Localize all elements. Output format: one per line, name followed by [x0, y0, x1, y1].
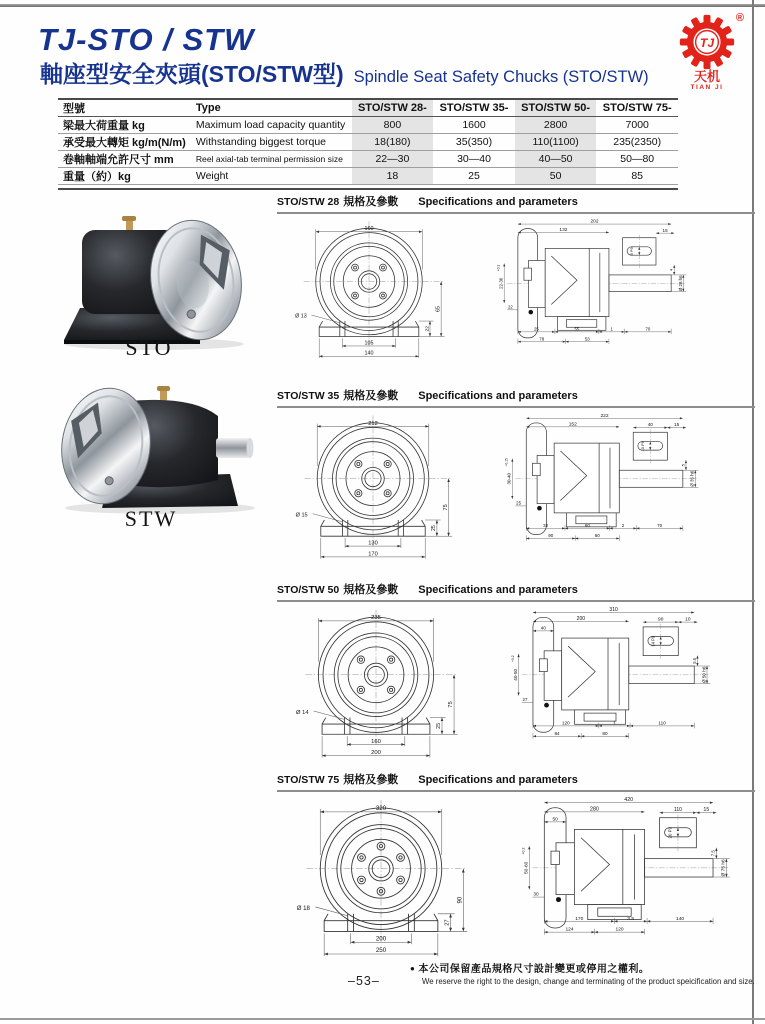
- spec-value: 50: [515, 168, 597, 185]
- svg-text:200: 200: [576, 615, 586, 622]
- svg-text:70: 70: [657, 522, 663, 528]
- type-label-zh: 型號: [58, 99, 191, 117]
- svg-text:110: 110: [673, 807, 682, 814]
- section-heading: [277, 771, 755, 792]
- svg-text:200: 200: [371, 749, 381, 756]
- svg-text:32: 32: [543, 522, 549, 528]
- section-model: STO/STW 35: [277, 390, 340, 402]
- svg-text:310: 310: [609, 607, 618, 614]
- stw-product-photo: [40, 382, 272, 514]
- row-label-zh: 承受最大轉矩 kg/m(N/m): [58, 134, 191, 151]
- svg-text:320: 320: [375, 805, 387, 813]
- svg-text:30: 30: [533, 891, 539, 897]
- model-header: STO/STW 50-: [515, 99, 597, 117]
- svg-text:25: 25: [436, 722, 443, 729]
- svg-text:250: 250: [375, 947, 387, 955]
- section-sto-stw-50: [277, 581, 755, 764]
- side-view-drawing: [519, 796, 735, 938]
- spec-value: 7000: [596, 117, 678, 134]
- row-label-en: Weight: [191, 168, 352, 185]
- spec-value: 1600: [433, 117, 515, 134]
- spec-row-shaft-size: [58, 151, 678, 168]
- svg-text:Ø 13: Ø 13: [295, 313, 307, 320]
- svg-text:10: 10: [685, 617, 691, 623]
- page-title: TJ-STO / STW: [38, 22, 255, 57]
- section-model: STO/STW 28: [277, 196, 340, 208]
- section-model: STO/STW 50: [277, 584, 340, 596]
- section-sto-stw-75: [277, 771, 755, 963]
- front-view-drawing: [283, 796, 479, 963]
- spec-row-load: [58, 117, 678, 134]
- svg-text:50-60: 50-60: [524, 861, 530, 875]
- svg-text:22: 22: [424, 326, 431, 332]
- svg-text:200: 200: [375, 935, 387, 943]
- svg-text:235: 235: [371, 615, 381, 622]
- svg-text:78: 78: [539, 336, 545, 342]
- section-heading-en: Specifications and parameters: [418, 584, 578, 596]
- svg-text:+0.1: +0.1: [496, 264, 501, 272]
- svg-text:Ø 75 h6: Ø 75 h6: [721, 859, 727, 877]
- side-view-drawing: [503, 412, 703, 544]
- svg-text:22: 22: [508, 304, 513, 310]
- drawing-row: [277, 606, 755, 764]
- model-header: STO/STW 75-: [596, 99, 678, 117]
- svg-text:124: 124: [565, 927, 574, 933]
- model-header: STO/STW 28-: [352, 99, 434, 117]
- svg-text:25: 25: [533, 326, 539, 332]
- row-label-en: Withstanding biggest torque: [191, 134, 352, 151]
- side-view-drawing: [495, 218, 691, 347]
- model-header: STO/STW 35-: [433, 99, 515, 117]
- section-sto-stw-35: [277, 387, 755, 565]
- svg-text:40: 40: [540, 625, 546, 631]
- svg-text:+0.2: +0.2: [521, 847, 526, 855]
- type-label-en: Type: [191, 99, 352, 117]
- svg-text:5.5: 5.5: [691, 657, 697, 664]
- section-heading-zh: 規格及參數: [343, 584, 399, 596]
- svg-text:140: 140: [364, 350, 374, 357]
- svg-text:60: 60: [584, 522, 590, 528]
- svg-text:2: 2: [621, 522, 625, 528]
- svg-text:Ø 15: Ø 15: [295, 512, 308, 519]
- registered-mark: ®: [735, 12, 744, 24]
- svg-text:110: 110: [658, 720, 666, 726]
- drawing-row: [277, 796, 755, 963]
- svg-text:3.5: 3.5: [627, 916, 635, 922]
- spec-value: 18(180): [352, 134, 434, 151]
- logo-name-zh: 天机: [693, 69, 720, 84]
- svg-text:60: 60: [594, 533, 600, 539]
- row-label-zh: 卷軸軸端允許尺寸 mm: [58, 151, 191, 168]
- section-heading-zh: 規格及參數: [343, 196, 399, 208]
- stw-label: STW: [124, 506, 178, 531]
- svg-text:27: 27: [522, 697, 528, 703]
- svg-text:280: 280: [590, 806, 599, 813]
- svg-text:202: 202: [590, 219, 599, 225]
- svg-text:75: 75: [448, 701, 455, 708]
- page-bottom-border: [0, 1018, 765, 1020]
- svg-text:170: 170: [575, 916, 584, 922]
- svg-text:50: 50: [552, 817, 558, 823]
- front-view-drawing: [283, 218, 455, 364]
- svg-text:20 P9: 20 P9: [667, 827, 673, 839]
- svg-text:55: 55: [574, 326, 580, 332]
- page-subtitle: [40, 56, 649, 89]
- grease-fitting-cap: [157, 386, 170, 391]
- section-heading-zh: 規格及參數: [343, 390, 399, 402]
- table-bottom-rule: [58, 188, 678, 190]
- svg-text:152: 152: [568, 422, 577, 428]
- svg-text:420: 420: [624, 797, 634, 804]
- spec-value: 40—50: [515, 151, 597, 168]
- spec-value: 35(350): [433, 134, 515, 151]
- svg-text:Ø 35 h6: Ø 35 h6: [689, 470, 695, 487]
- section-heading-en: Specifications and parameters: [418, 774, 578, 786]
- front-view-drawing: [283, 606, 469, 764]
- svg-text:15: 15: [662, 227, 668, 233]
- footnote-zh-text: 本公司保留產品規格尺寸設計變更或停用之權利。: [418, 964, 650, 975]
- spec-row-torque: [58, 134, 678, 151]
- footnote-zh: [410, 960, 755, 975]
- output-shaft: [216, 438, 250, 458]
- section-sto-stw-28: [277, 193, 755, 364]
- svg-text:130: 130: [368, 540, 378, 547]
- svg-text:30-40: 30-40: [506, 473, 512, 485]
- logo-monogram: TJ: [699, 35, 715, 50]
- svg-text:222: 222: [600, 413, 609, 419]
- section-model: STO/STW 75: [277, 774, 340, 786]
- section-heading: [277, 387, 755, 408]
- svg-text:160: 160: [364, 226, 374, 233]
- svg-text:65: 65: [435, 306, 442, 312]
- svg-text:22-30: 22-30: [498, 277, 504, 289]
- row-label-zh: 梁最大荷重量 kg: [58, 117, 191, 134]
- spec-value: 22—30: [352, 151, 434, 168]
- svg-text:1: 1: [613, 720, 616, 726]
- svg-text:40: 40: [647, 422, 653, 428]
- section-heading-zh: 規格及參數: [343, 774, 399, 786]
- spec-value: 85: [596, 168, 678, 185]
- svg-text:120: 120: [562, 720, 570, 726]
- svg-text:15: 15: [703, 807, 710, 814]
- svg-text:7.5: 7.5: [710, 850, 716, 857]
- page-number: –53–: [348, 974, 380, 988]
- svg-text:4: 4: [668, 268, 674, 272]
- row-label-zh: 重量（約）kg: [58, 168, 191, 185]
- spec-value: 110(1100): [515, 134, 597, 151]
- spec-table-header-row: [58, 99, 678, 117]
- bullet-icon: ●: [410, 964, 416, 973]
- sto-label: STO: [125, 335, 173, 360]
- svg-text:105: 105: [364, 340, 374, 347]
- svg-text:160: 160: [371, 738, 381, 745]
- row-label-en: Maximum load capacity quantity: [191, 117, 352, 134]
- svg-text:Ø 28 h6: Ø 28 h6: [677, 275, 683, 292]
- svg-text:84: 84: [554, 730, 560, 736]
- grease-fitting-cap: [122, 216, 136, 221]
- spec-table: [58, 98, 678, 185]
- spec-row-weight: [58, 168, 678, 185]
- svg-text:5: 5: [680, 464, 686, 467]
- svg-text:70: 70: [645, 326, 651, 332]
- svg-text:75: 75: [442, 504, 449, 511]
- svg-text:90: 90: [548, 533, 554, 539]
- subtitle-en: Spindle Seat Safety Chucks (STO/STW): [353, 68, 649, 86]
- svg-text:1: 1: [610, 326, 613, 332]
- svg-text:14 P9: 14 P9: [650, 635, 656, 647]
- svg-text:90: 90: [457, 896, 464, 904]
- front-view-drawing: [283, 412, 463, 565]
- section-heading: [277, 581, 755, 602]
- svg-text:40-50: 40-50: [512, 668, 518, 681]
- svg-text:53: 53: [584, 336, 590, 342]
- spec-value: 235(2350): [596, 134, 678, 151]
- drawing-row: [277, 218, 755, 364]
- svg-text:170: 170: [368, 551, 378, 558]
- svg-text:Ø 50 h6: Ø 50 h6: [701, 666, 707, 684]
- svg-text:25: 25: [431, 525, 438, 532]
- svg-text:Ø 14: Ø 14: [296, 709, 309, 716]
- brand-logo: [666, 14, 748, 93]
- svg-text:Ø 18: Ø 18: [296, 905, 310, 912]
- svg-text:80: 80: [602, 730, 608, 736]
- spec-value: 800: [352, 117, 434, 134]
- footnote: [410, 960, 755, 986]
- subtitle-zh: 軸座型安全夾頭(STO/STW型): [40, 61, 344, 87]
- shaft-end: [247, 438, 254, 458]
- footnote-en: We reserve the right to the design, change and terminating of the product speicification and size.: [422, 977, 755, 986]
- section-heading-en: Specifications and parameters: [418, 196, 578, 208]
- side-view-drawing: [509, 606, 715, 742]
- svg-text:+0.2: +0.2: [510, 655, 515, 663]
- svg-text:27: 27: [444, 919, 451, 926]
- row-label-en: Reel axial-tab terminal permission size: [191, 151, 352, 168]
- section-heading-en: Specifications and parameters: [418, 390, 578, 402]
- svg-text:15: 15: [674, 422, 680, 428]
- svg-text:+0.15: +0.15: [504, 458, 509, 467]
- sto-product-photo: [46, 210, 258, 352]
- spec-value: 2800: [515, 117, 597, 134]
- logo-name-en: TIAN JI: [690, 84, 724, 92]
- svg-text:212: 212: [368, 420, 378, 427]
- spec-value: 25: [433, 168, 515, 185]
- svg-text:90: 90: [658, 617, 664, 623]
- svg-text:10 P9: 10 P9: [640, 440, 646, 452]
- svg-text:120: 120: [615, 927, 624, 933]
- page-top-border: [0, 4, 765, 7]
- section-heading: [277, 193, 755, 214]
- svg-text:140: 140: [676, 916, 685, 922]
- spec-value: 18: [352, 168, 434, 185]
- svg-text:25: 25: [516, 500, 522, 506]
- spec-value: 50—80: [596, 151, 678, 168]
- gear-logo-icon: [679, 14, 735, 70]
- spec-value: 30—40: [433, 151, 515, 168]
- drawing-row: [277, 412, 755, 565]
- svg-text:132: 132: [559, 228, 568, 234]
- svg-text:8 P9: 8 P9: [629, 247, 635, 256]
